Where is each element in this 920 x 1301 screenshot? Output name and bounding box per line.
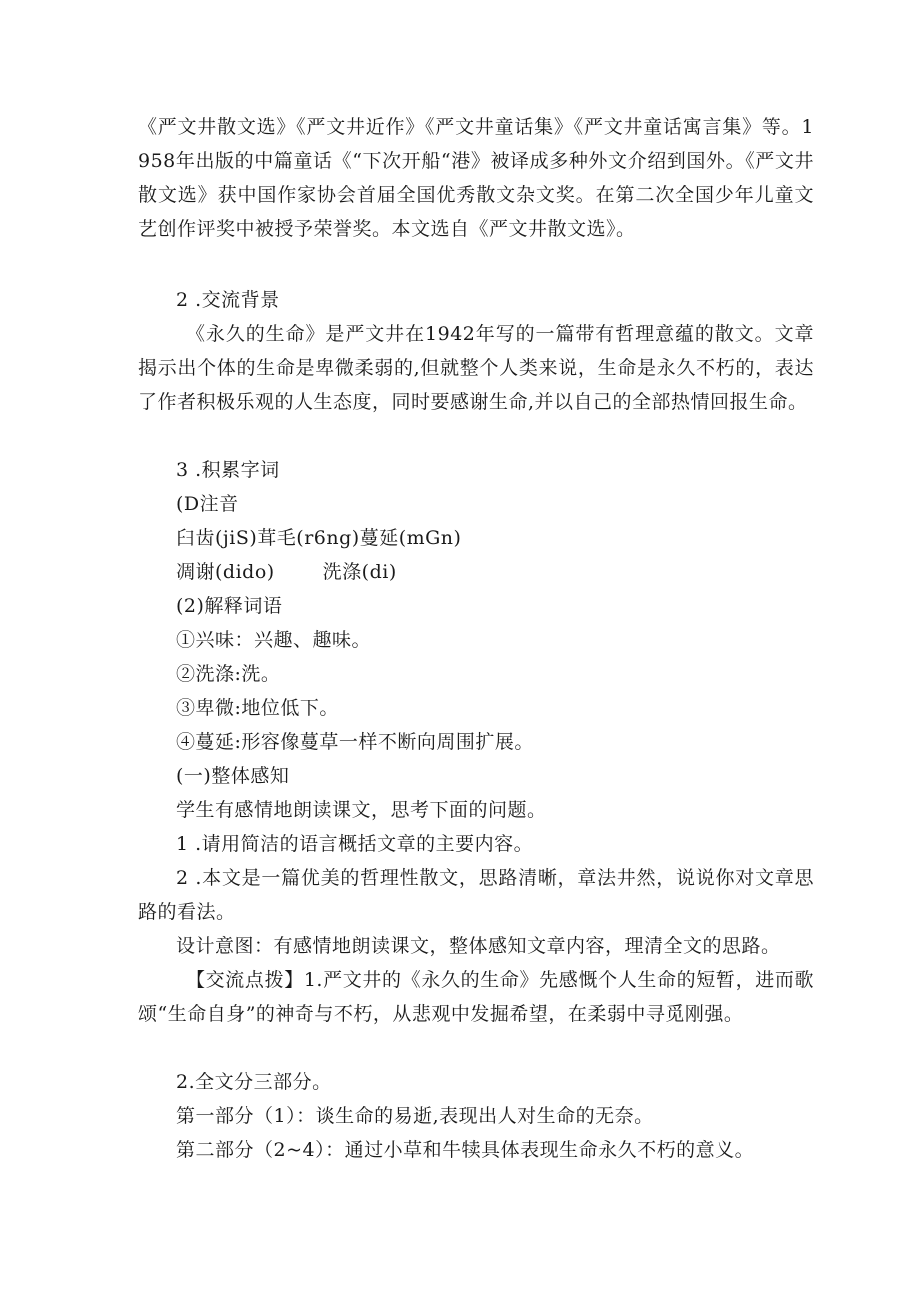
- explain-item-3: ③卑微:地位低下。: [176, 697, 339, 719]
- section-background-heading: 2 .交流背景: [176, 289, 280, 311]
- pinyin-word-diaoxie: 凋谢(dido): [176, 561, 275, 583]
- pinyin-line-1: 臼齿(jiS)茸毛(r6ng)蔓延(mGn): [176, 527, 462, 549]
- overall-intro: 学生有感情地朗读课文，思考下面的问题。: [176, 799, 547, 821]
- explain-item-1: ①兴味：兴趣、趣味。: [176, 629, 372, 651]
- explain-item-2: ②洗涤:洗。: [176, 663, 281, 685]
- design-intent: 设计意图：有感情地朗读课文，整体感知文章内容，理清全文的思路。: [176, 935, 781, 957]
- section-words-heading: 3 .积累字词: [176, 459, 280, 481]
- pinyin-heading: (D注音: [176, 493, 239, 515]
- parts-heading: 2.全文分三部分。: [176, 1071, 332, 1093]
- background-paragraph: 《永久的生命》是严文井在1942年写的一篇带有哲理意蕴的散文。文章揭示出个体的生命是卑微柔弱的,但就整个人类来说，生命是永久不朽的，表达了作者积极乐观的人生态度，同时要感谢生命,并以自己的全部热情回报生命。: [138, 323, 814, 413]
- explain-heading: (2)解释词语: [176, 595, 283, 617]
- part-1: 第一部分（1）：谈生命的易逝,表现出人对生命的无奈。: [176, 1105, 654, 1127]
- explain-item-4: ④蔓延:形容像蔓草一样不断向周围扩展。: [176, 731, 534, 753]
- overall-heading: (一)整体感知: [176, 765, 290, 787]
- pinyin-word-xidi: 洗涤(di): [322, 561, 397, 583]
- question-2-paragraph: 2 .本文是一篇优美的哲理性散文，思路清晰，章法井然，说说你对文章思路的看法。: [138, 867, 814, 923]
- pinyin-line-2: [176, 555, 397, 589]
- exchange-paragraph: 【交流点拨】1.严文井的《永久的生命》先感慨个人生命的短暂，进而歌颂“生命自身”的神奇与不朽，从悲观中发掘希望，在柔弱中寻觅刚强。: [138, 969, 814, 1025]
- question-1: 1 .请用简洁的语言概括文章的主要内容。: [176, 833, 534, 855]
- part-2: 第二部分（2~4）：通过小草和牛犊具体表现生命永久不朽的意义。: [176, 1139, 755, 1161]
- intro-paragraph: 《严文井散文选》《严文井近作》《严文井童话集》《严文井童话寓言集》等。1958年出版的中篇童话《“下次开船“港》被译成多种外文介绍到国外。《严文井散文选》获中国作家协会首届全国优秀散文杂文奖。在第二次全国少年儿童文艺创作评奖中被授予荣誉奖。本文选自《严文井散文选》。: [138, 116, 814, 240]
